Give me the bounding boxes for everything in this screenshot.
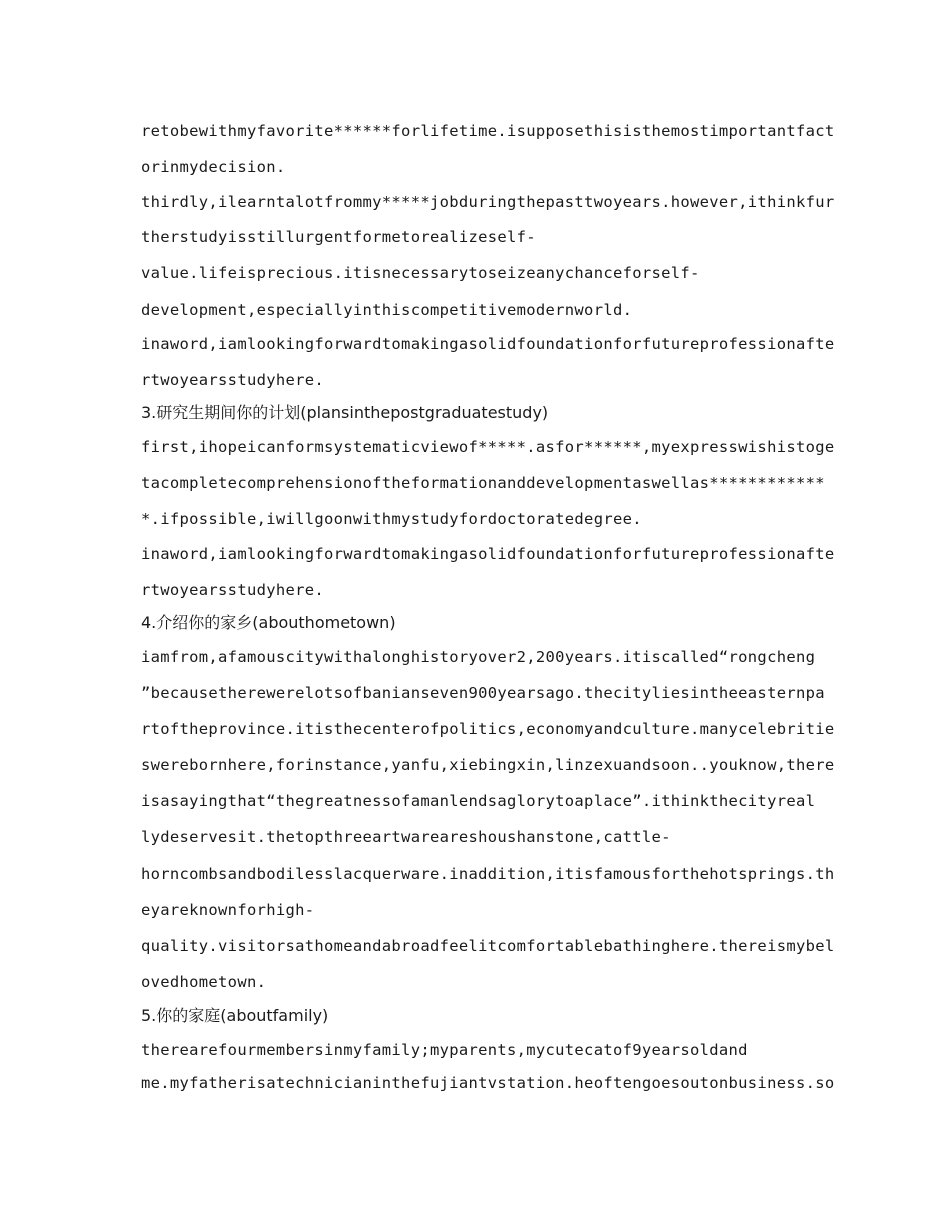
text-line: lydeservesit.thetopthreeartwareareshoushanstone,cattle-	[141, 828, 671, 846]
text-line: ”becausetherewerelotsofbanianseven900yearsago.thecityliesintheeasternpa	[141, 684, 825, 702]
text-line: development,especiallyinthiscompetitivemodernworld.	[141, 301, 633, 319]
section-heading: 4.介绍你的家乡(abouthometown)	[141, 613, 396, 632]
section-heading: 5.你的家庭(aboutfamily)	[141, 1006, 329, 1025]
text-line: *.ifpossible,iwillgoonwithmystudyfordoctoratedegree.	[141, 510, 642, 528]
text-line: value.lifeisprecious.itisnecessarytoseizeanychanceforself-	[141, 264, 700, 282]
text-line: inaword,iamlookingforwardtomakingasolidfoundationforfutureprofessionafte	[141, 545, 835, 563]
text-line: rtwoyearsstudyhere.	[141, 371, 325, 389]
section-heading: 3.研究生期间你的计划(plansinthepostgraduatestudy)	[141, 403, 549, 422]
text-line: quality.visitorsathomeandabroadfeelitcomfortablebathinghere.thereismybel	[141, 937, 835, 955]
text-line: horncombsandbodilesslacquerware.inaddition,itisfamousforthehotsprings.th	[141, 865, 835, 883]
text-line: rtwoyearsstudyhere.	[141, 581, 325, 599]
text-line: rtoftheprovince.itisthecenterofpolitics,economyandculture.manycelebritie	[141, 720, 835, 738]
text-line: swerebornhere,forinstance,yanfu,xiebingxin,linzexuandsoon..youknow,there	[141, 756, 835, 774]
text-line: retobewithmyfavorite******forlifetime.isupposethisisthemostimportantfact	[141, 122, 835, 140]
text-line: orinmydecision.	[141, 158, 286, 176]
text-line: iamfrom,afamouscitywithalonghistoryover2,200years.itiscalled“rongcheng	[141, 648, 816, 666]
text-line: thirdly,ilearntalotfrommy*****jobduringthepasttwoyears.however,ithinkfur	[141, 193, 835, 211]
text-line: tacompletecomprehensionoftheformationanddevelopmentaswellas************	[141, 474, 825, 492]
text-line: therearefourmembersinmyfamily;myparents,mycutecatof9yearsoldand	[141, 1041, 748, 1059]
text-line: ovedhometown.	[141, 973, 267, 991]
text-line: isasayingthat“thegreatnessofamanlendsaglorytoaplace”.ithinkthecityreal	[141, 792, 816, 810]
text-line: first,ihopeicanformsystematicviewof*****.asfor******,myexpresswishistoge	[141, 438, 835, 456]
text-line: me.myfatherisatechnicianinthefujiantvstation.heoftengoesoutonbusiness.so	[141, 1074, 835, 1092]
text-line: inaword,iamlookingforwardtomakingasolidfoundationforfutureprofessionafte	[141, 335, 835, 353]
text-line: therstudyisstillurgentformetorealizeself-	[141, 228, 536, 246]
text-line: eyareknownforhigh-	[141, 901, 315, 919]
